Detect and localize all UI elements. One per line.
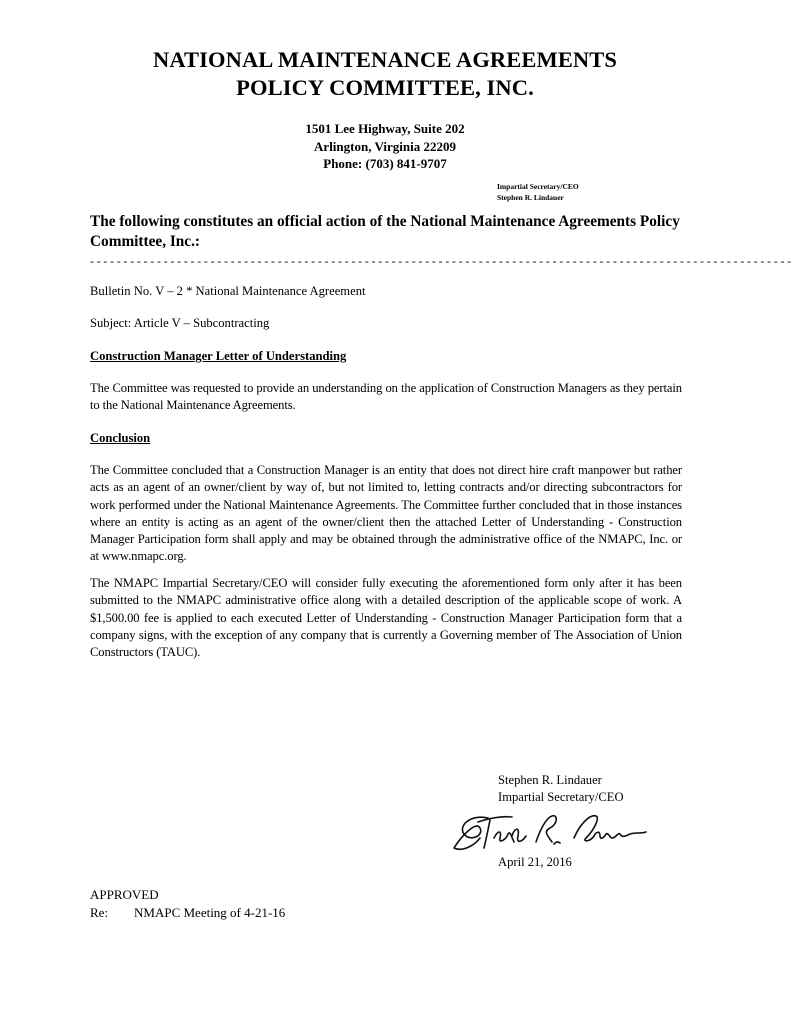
bulletin-number: Bulletin No. V – 2 * National Maintenance Agreement (90, 284, 366, 298)
signatory-block (498, 772, 624, 806)
organization-address (0, 120, 770, 173)
secretary-name: Stephen R. Lindauer (497, 193, 564, 202)
address-line-2: Arlington, Virginia 22209 (314, 138, 456, 154)
dashed-separator: - - - - - - - - - - - - - - - - - - - - - - - - - - - - - - - - - - - - - - - - - - - - - - - - - - - - - - - - - - - - - - - - - - - - - - - - - - - - - - - - - - - - - - - - - - - - - - - - - - - - - - - - - (90, 256, 791, 268)
signatory-title: Impartial Secretary/CEO (498, 790, 624, 804)
phone-number: Phone: (703) 841-9707 (323, 156, 447, 171)
signatory-name: Stephen R. Lindauer (498, 773, 602, 787)
official-action-statement: The following constitutes an official action of the National Maintenance Agreements Policy Committee, Inc.: (90, 213, 680, 250)
title-line-1: NATIONAL MAINTENANCE AGREEMENTS (153, 47, 617, 72)
meeting-reference-text: NMAPC Meeting of 4-21-16 (134, 905, 286, 920)
re-label: Re: (90, 905, 109, 920)
title-line-2: POLICY COMMITTEE, INC. (236, 75, 534, 100)
fee-paragraph: The NMAPC Impartial Secretary/CEO will consider fully executing the aforementioned form only after it has been submitted to the NMAPC administrative office along with a detailed description of the applicable scope of work. A $1,500.00 fee is applied to each executed Letter of Understanding - Construction Manager Participation form that a company signs, with the exception of any company that is currently a Governing member of The Association of Union Constructors (TAUC). (90, 576, 682, 660)
request-paragraph: The Committee was requested to provide an understanding on the application of Construction Managers as they pertain to the National Maintenance Agreements. (90, 381, 682, 413)
meeting-reference (90, 904, 285, 921)
handwritten-signature (450, 808, 650, 856)
section-heading: Construction Manager Letter of Understanding (90, 349, 347, 363)
address-line-1: 1501 Lee Highway, Suite 202 (305, 121, 465, 136)
secretary-title: Impartial Secretary/CEO (497, 182, 579, 191)
organization-title (0, 46, 770, 102)
conclusion-paragraph: The Committee concluded that a Construction Manager is an entity that does not direct hire craft manpower but rather acts as an agent of an owner/client by way of, but not limited to, letting contracts and/or directing subcontractors for work performed under the National Maintenance Agreements. The Committee further concluded that in those instances where an entity is acting as an agent of the owner/client then the attached Letter of Understanding - Construction Manager Participation form shall apply and may be obtained through the administrative office of the NMAPC, Inc. or at www.nmapc.org. (90, 463, 682, 564)
conclusion-heading: Conclusion (90, 431, 151, 445)
subject-line: Subject: Article V – Subcontracting (90, 316, 270, 330)
approved-label: APPROVED (90, 887, 159, 902)
signature-date: April 21, 2016 (498, 855, 572, 869)
secretary-header-block (497, 181, 579, 203)
